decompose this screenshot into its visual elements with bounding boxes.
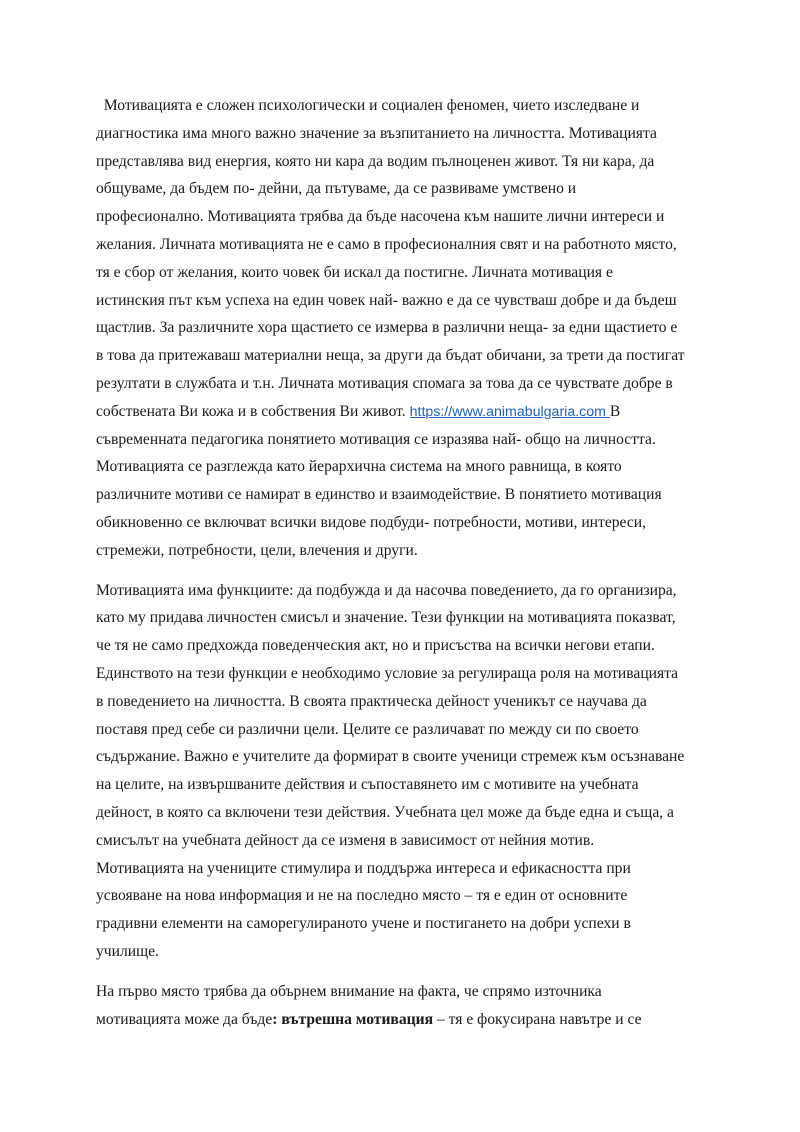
- text-line: че тя не само предхожда поведенческия акт, но и присъства на всички негови етапи.: [96, 637, 655, 655]
- source-link[interactable]: https://www.animabulgaria.com: [409, 403, 610, 420]
- text-line: представлява вид енергия, която ни кара да водим пълноценен живот. Тя ни кара, да: [96, 152, 655, 170]
- text-line: Мотивацията на учениците стимулира и поддържа интереса и ефикасността при: [96, 859, 631, 877]
- text-line: като му придава личностен смисъл и значение. Тези функции на мотивацията показват,: [96, 609, 676, 627]
- text-line: истинския път към успеха на един човек най- важно е да се чувстваш добре и да бъдеш: [96, 291, 677, 309]
- text-line: стремежи, потребности, цели, влечения и други.: [96, 541, 418, 559]
- document-body: [96, 92, 708, 1045]
- text-line: Мотивацията има функциите: да подбужда и да насочва поведението, да го организира,: [96, 581, 677, 599]
- text-segment: В: [609, 402, 621, 420]
- text-line: професионално. Мотивацията трябва да бъде насочена към нашите лични интереси и: [96, 208, 665, 226]
- text-line: тя е сбор от желания, които човек би искал да постигне. Личната мотивация е: [96, 263, 613, 281]
- text-line: желания. Личната мотивацията не е само в професионалния свят и на работното място,: [96, 235, 677, 253]
- text-line: на целите, на извършваните действия и съпоставянето им с мотивите на учебната: [96, 776, 639, 794]
- text-line: Мотивацията се разглежда като йерархична система на много равнища, в която: [96, 458, 622, 476]
- text-line: в поведението на личността. В своята практическа дейност ученикът се научава да: [96, 692, 647, 710]
- text-line-with-bold: [96, 1006, 708, 1034]
- text-line: усвояване на нова информация и не на последно място – тя е един от основните: [96, 887, 628, 905]
- paragraph-2: [96, 577, 708, 966]
- paragraph-3: [96, 978, 708, 1034]
- text-line: Единството на тези функции е необходимо условие за регулираща роля на мотивацията: [96, 664, 679, 682]
- text-segment: – тя е фокусирана навътре и се: [433, 1010, 642, 1028]
- text-line: щастлив. За различните хора щастието се измерва в различни неща- за едни щастието е: [96, 319, 678, 337]
- text-line: Мотивацията е сложен психологически и социален феномен, чието изследване и: [96, 97, 640, 114]
- text-line: смисълът на учебната дейност да се изменя в зависимост от нейния мотив.: [96, 831, 595, 849]
- text-line: съвременната педагогика понятието мотивация се изразява най- общо на личността.: [96, 430, 656, 448]
- text-line: училище.: [96, 942, 159, 960]
- text-segment: собствената Ви кожа и в собствения Ви живот.: [96, 402, 410, 420]
- text-line: общуваме, да бъдем по- дейни, да пътуваме, да се развиваме умствено и: [96, 180, 577, 198]
- text-line: диагностика има много важно значение за възпитанието на личността. Мотивацията: [96, 124, 657, 142]
- text-line: резултати в службата и т.н. Личната мотивация спомага за това да се чувствате добре в: [96, 374, 673, 392]
- text-line: обикновенно се включват всички видове подбуди- потребности, мотиви, интереси,: [96, 513, 647, 531]
- text-line: дейност, в която са включени тези действия. Учебната цел може да бъде една и съща, а: [96, 803, 674, 821]
- text-line: съдържание. Важно е учителите да формират в своите ученици стремеж към осъзнаване: [96, 748, 685, 766]
- text-line: в това да притежаваш материални неща, за други да бъдат обичани, за трети да постигат: [96, 347, 685, 365]
- bold-term: : вътрешна мотивация: [272, 1010, 434, 1028]
- text-line: поставя пред себе си различни цели. Целите се различават по между си по своето: [96, 720, 639, 738]
- text-line: градивни елементи на саморегулираното учене и постигането на добри успехи в: [96, 915, 631, 933]
- text-line: различните мотиви се намират в единство и взаимодействие. В понятието мотивация: [96, 486, 662, 504]
- text-segment: мотивацията може да бъде: [96, 1010, 273, 1028]
- text-line-with-link: [96, 398, 708, 426]
- paragraph-1: [96, 92, 708, 565]
- text-line: На първо място трябва да обърнем внимание на факта, че спрямо източника: [96, 982, 602, 1000]
